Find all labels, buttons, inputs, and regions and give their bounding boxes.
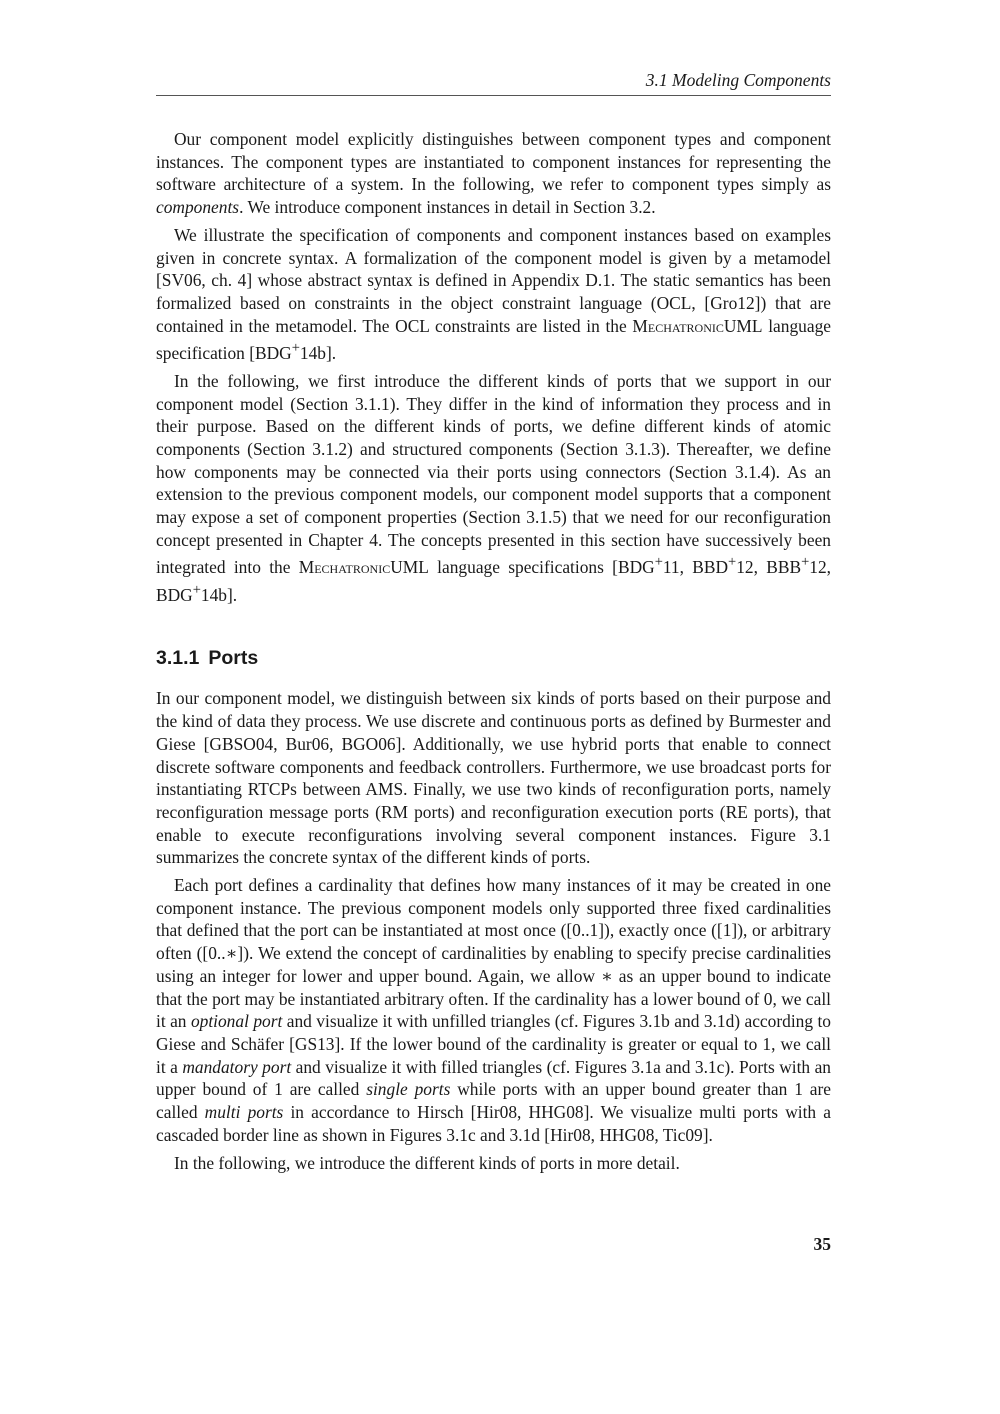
emphasis-mandatory-port: mandatory port: [182, 1056, 292, 1077]
mechatronicuml-name: MechatronicUML: [632, 315, 763, 336]
text-run: and visualize it with unfilled triangles (cf. Figures 3.1b and 3.1d) according to Giese and Schäfer [GS13]. If the lower bound of the cardinality is greater or equal to 1, we call it a: [156, 1011, 832, 1077]
paragraph-component-model-intro: [156, 128, 831, 219]
running-title: 3.1 Modeling Components: [645, 70, 831, 90]
section-heading-ports: [156, 645, 831, 671]
citation-superscript: +: [291, 340, 300, 357]
mechatronicuml-name: MechatronicUML: [298, 557, 429, 578]
citation-superscript: +: [192, 581, 201, 598]
paragraph-cardinality: [156, 874, 831, 1146]
text-run: 14b].: [200, 584, 238, 605]
text-run: while ports with an upper bound greater than 1 are called: [156, 1079, 831, 1123]
text-run: We illustrate the specification of components and component instances based on examples given in concrete syntax. A formalization of the component model is given by a metamodel [SV06, ch. 4] whose abstract syntax is defined in Appendix D.1. The static semantics has been formalized based on constraints in the object constraint language (OCL, [Gro12]) that are contained in the metamodel. The OCL constraints are listed in the: [156, 224, 831, 336]
text-run: in accordance to Hirsch [Hir08, HHG08]. We visualize multi ports with a cascaded border line as shown in Figures 3.1c and 3.1d [Hir08, HHG08, Tic09].: [156, 1102, 831, 1145]
page-body: [156, 128, 831, 1179]
text-run: 11, BBD: [662, 557, 729, 578]
section-number: 3.1.1: [156, 647, 200, 670]
text-run: and visualize it with filled triangles (cf. Figures 3.1a and 3.1c). Ports with an upper bound of 1 are called: [156, 1056, 831, 1100]
text-run: 12, BDG: [156, 557, 831, 605]
emphasis-single-ports: single ports: [366, 1079, 451, 1100]
citation-superscript: +: [654, 554, 663, 571]
text-run: 14b].: [299, 343, 337, 364]
text-run: language specification [BDG: [156, 315, 831, 364]
citation-superscript: +: [728, 554, 737, 571]
emphasis-optional-port: optional port: [190, 1011, 283, 1032]
citation-superscript: +: [801, 554, 810, 571]
text-run: Our component model explicitly distinguishes between component types and component instances. The component types are instantiated to component instances for representing the software architecture of a system. In the following, we refer to component types simply as: [156, 129, 831, 195]
paragraph-transition: In the following, we introduce the different kinds of ports in more detail.: [174, 1152, 680, 1173]
page-number: 35: [813, 1234, 831, 1254]
text-run: . We introduce component instances in detail in Section 3.2.: [239, 197, 656, 218]
running-header: [156, 68, 831, 96]
paragraph-port-kinds: In our component model, we distinguish between six kinds of ports based on their purpose and the kind of data they process. We use discrete and continuous ports as defined by Burmester and Giese [GBSO04, Bur06, BGO06]. Additionally, we use hybrid ports that enable to connect discrete software components and feedback controllers. Furthermore, we use broadcast ports for instantiating RTCPs between AMS. Finally, we use two kinds of reconfiguration ports, namely reconfiguration message ports (RM ports) and reconfiguration execution ports (RE ports), that enable to execute reconfigurations involving several component instances. Figure 3.1 summarizes the concrete syntax of the different kinds of ports.: [156, 688, 831, 868]
text-run: 12, BBB: [736, 557, 802, 578]
text-run: In the following, we first introduce the different kinds of ports that we support in our component model (Section 3.1.1). They differ in the kind of information they process and in their purpose. Based on the different kinds of ports, we define different kinds of atomic components (Section 3.1.2) and structured components (Section 3.1.3). Thereafter, we define how components may be connected via their ports using connectors (Section 3.1.4). As an extension to the previous component models, our component model supports that a component may expose a set of component properties (Section 3.1.5) that we need for our reconfiguration concept presented in Chapter 4. The concepts presented in this section have successively been integrated into the: [156, 370, 831, 578]
emphasis-multi-ports: multi ports: [204, 1102, 284, 1123]
emphasis-components: components: [156, 197, 240, 218]
paragraph-specification: [156, 224, 831, 365]
text-run: language specifications [BDG: [428, 557, 655, 578]
paragraph-overview: [156, 370, 831, 607]
section-title: Ports: [208, 647, 259, 670]
text-run: Each port defines a cardinality that defines how many instances of it may be created in one component instance. The previous component models only supported three fixed cardinalities that defined that the port can be instantiated at most once ([0..1]), exactly once ([1]), or arbitrary often ([0..∗]). We extend the concept of cardinalities by enabling to specify precise cardinalities using an integer for lower and upper bound. Again, we allow ∗ as an upper bound to indicate that the port may be instantiated arbitrary often. If the cardinality has a lower bound of 0, we call it an: [156, 875, 831, 1032]
